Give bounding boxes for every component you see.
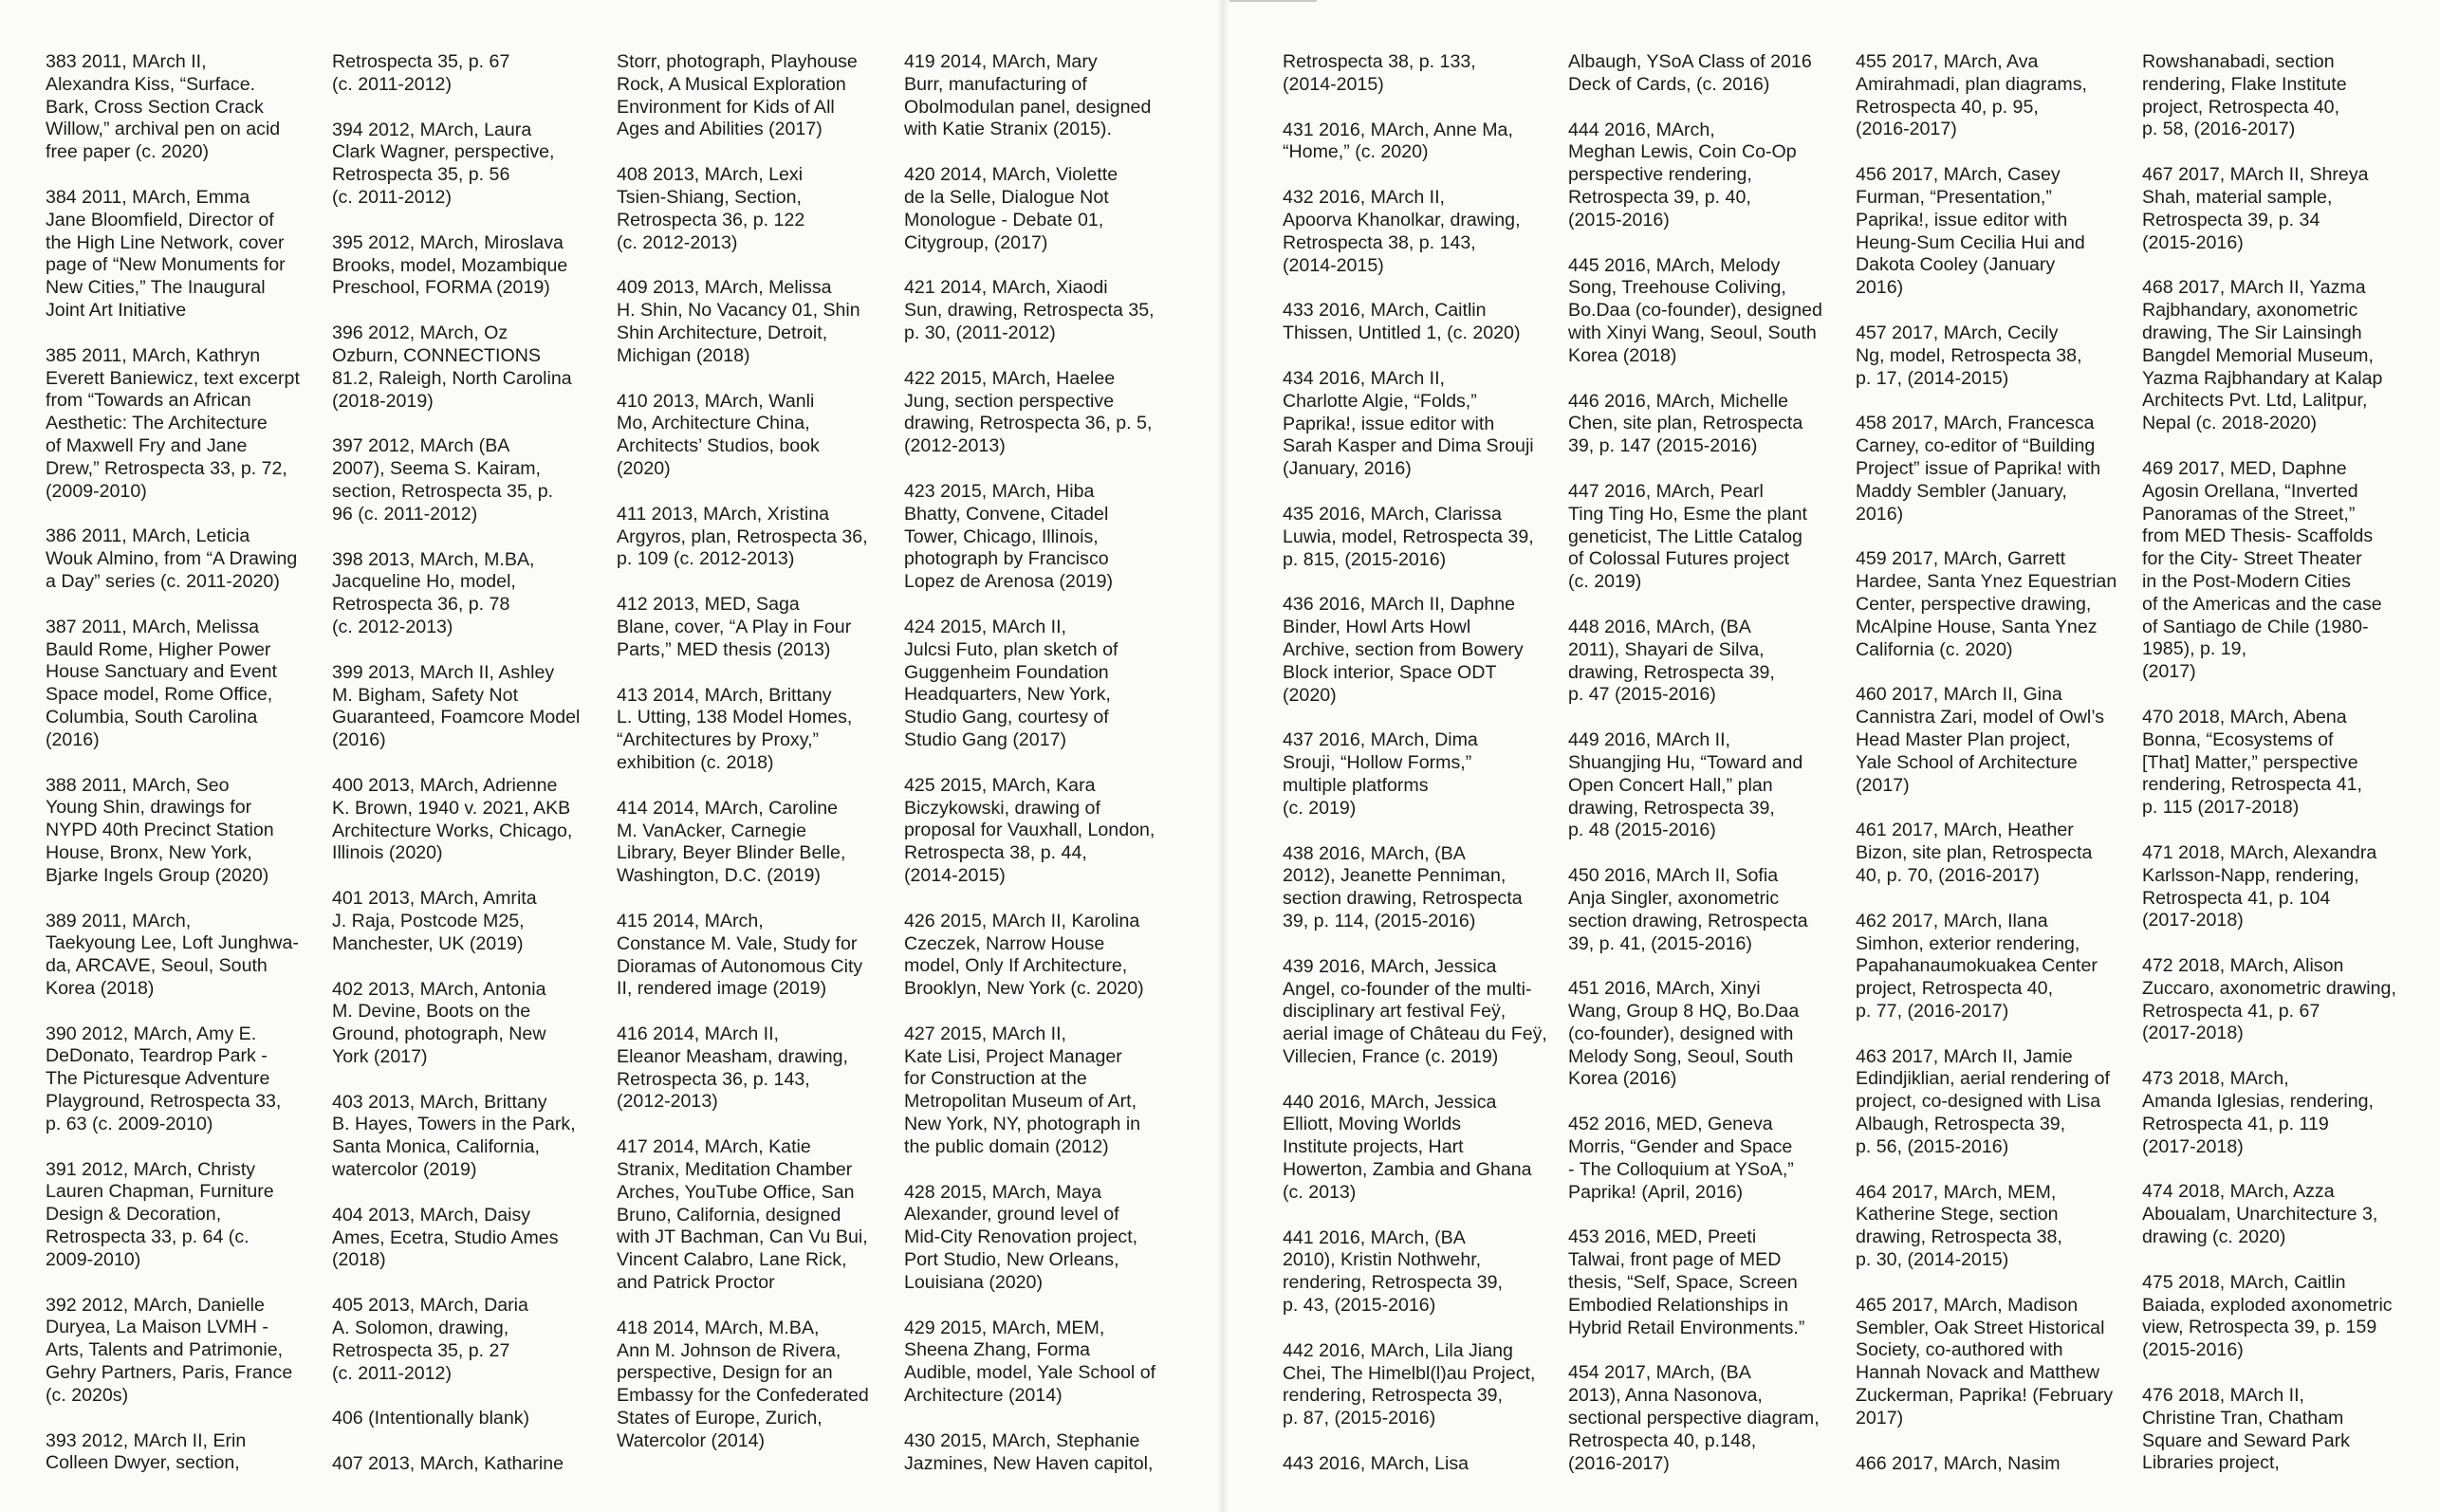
catalog-entry: 453 2016, MED, Preeti Talwai, front page of MED thesis, “Self, Space, Screen Embodied Relationships in Hybrid Retail Environments.” bbox=[1568, 1226, 1805, 1338]
catalog-entry: 419 2014, MArch, Mary Burr, manufacturing of Obolmodulan panel, designed with Katie Stranix (2015). bbox=[904, 51, 1152, 140]
catalog-entry: 423 2015, MArch, Hiba Bhatty, Convene, Citadel Tower, Chicago, Illinois, photograph by Francisco Lopez de Arenosa (2019) bbox=[904, 480, 1114, 593]
catalog-entry: 451 2016, MArch, Xinyi Wang, Group 8 HQ, Bo.Daa (co-founder), designed with Melody Song, Seoul, South Korea (2016) bbox=[1568, 978, 1800, 1090]
page-top-mark bbox=[1229, 0, 1317, 2]
catalog-entry: 465 2017, MArch, Madison Sembler, Oak Street Historical Society, co-authored with Hannah Novack and Matthew Zuckerman, Paprika! (February 2017) bbox=[1856, 1294, 2114, 1429]
catalog-entry: 442 2016, MArch, Lila Jiang Chei, The Himelbl(l)au Project, rendering, Retrospecta 39, p. 87, (2015-2016) bbox=[1283, 1339, 1536, 1429]
catalog-entry: 435 2016, MArch, Clarissa Luwia, model, Retrospecta 39, p. 815, (2015-2016) bbox=[1283, 503, 1534, 570]
catalog-entry: 417 2014, MArch, Katie Stranix, Meditation Chamber Arches, YouTube Office, San Bruno, California, designed with JT Bachman, Can Vu Bui, Vincent Calabro, Lane Rick, and Patrick Proctor bbox=[617, 1136, 868, 1294]
catalog-entry: 396 2012, MArch, Oz Ozburn, CONNECTIONS 81.2, Raleigh, North Carolina (2018-2019) bbox=[332, 323, 572, 412]
catalog-entry: 392 2012, MArch, Danielle Duryea, La Maison LVMH - Arts, Talents and Patrimonie, Gehry Partners, Paris, France (c. 2020s) bbox=[46, 1294, 293, 1406]
catalog-entry: 464 2017, MArch, MEM, Katherine Stege, section drawing, Retrospecta 38, p. 30, (2014-2015) bbox=[1856, 1181, 2062, 1271]
catalog-entry: 384 2011, MArch, Emma Jane Bloomfield, Director of the High Line Network, cover page of “New Monuments for New Cities,” The Inaugural Joint Art Initiative bbox=[46, 186, 286, 321]
catalog-entry: 468 2017, MArch II, Yazma Rajbhandary, axonometric drawing, The Sir Lainsingh Bangdel Memorial Museum, Yazma Rajbhandary at Kalap Architects Pvt. Ltd, Lalitpur, Nepal (c. 2018-2020) bbox=[2142, 277, 2383, 434]
catalog-entry: 400 2013, MArch, Adrienne K. Brown, 1940 v. 2021, AKB Architecture Works, Chicago, Illinois (2020) bbox=[332, 774, 573, 864]
catalog-entry: Albaugh, YSoA Class of 2016 Deck of Cards, (c. 2016) bbox=[1568, 51, 1812, 95]
catalog-entry: 410 2013, MArch, Wanli Mo, Architecture China, Architects’ Studios, book (2020) bbox=[617, 390, 820, 479]
catalog-entry: 469 2017, MED, Daphne Agosin Orellana, “Inverted Panoramas of the Street,” from MED Thesis- Scaffolds for the City- Street Theater in the Post-Modern Cities of the Americas and the case of Santiago de Chile (1980- 1985), p. 19, (2017) bbox=[2142, 457, 2382, 683]
catalog-entry: 447 2016, MArch, Pearl Ting Ting Ho, Esme the plant geneticist, The Little Catalog of Colossal Futures project (c. 2019) bbox=[1568, 480, 1807, 593]
catalog-entry: 401 2013, MArch, Amrita J. Raja, Postcode M25, Manchester, UK (2019) bbox=[332, 888, 537, 954]
catalog-entry: 459 2017, MArch, Garrett Hardee, Santa Ynez Equestrian Center, perspective drawing, McAlpine House, Santa Ynez California (c. 2020) bbox=[1856, 548, 2117, 660]
catalog-entry: 403 2013, MArch, Brittany B. Hayes, Towers in the Park, Santa Monica, California, watercolor (2019) bbox=[332, 1091, 576, 1181]
catalog-entry: Rowshanabadi, section rendering, Flake Institute project, Retrospecta 40, p. 58, (2016-2017) bbox=[2142, 51, 2347, 140]
catalog-entry: 416 2014, MArch II, Eleanor Measham, drawing, Retrospecta 36, p. 143, (2012-2013) bbox=[617, 1023, 848, 1113]
catalog-entry: 446 2016, MArch, Michelle Chen, site plan, Retrospecta 39, p. 147 (2015-2016) bbox=[1568, 390, 1803, 457]
catalog-entry: 444 2016, MArch, Meghan Lewis, Coin Co-Op perspective rendering, Retrospecta 39, p. 40, (2015-2016) bbox=[1568, 119, 1797, 230]
catalog-entry: 414 2014, MArch, Caroline M. VanAcker, Carnegie Library, Beyer Blinder Belle, Washington, D.C. (2019) bbox=[617, 797, 846, 887]
catalog-entry: 430 2015, MArch, Stephanie Jazmines, New Haven capitol, bbox=[904, 1429, 1154, 1474]
catalog-entry: 466 2017, MArch, Nasim bbox=[1856, 1452, 2061, 1474]
catalog-entry: Retrospecta 35, p. 67 (c. 2011-2012) bbox=[332, 51, 510, 95]
catalog-entry: 413 2014, MArch, Brittany L. Utting, 138 Model Homes, “Architectures by Proxy,” exhibition (c. 2018) bbox=[617, 684, 853, 773]
catalog-entry: 415 2014, MArch, Constance M. Vale, Study for Dioramas of Autonomous City II, rendered image (2019) bbox=[617, 910, 863, 1000]
catalog-entry: 387 2011, MArch, Melissa Bauld Rome, Higher Power House Sanctuary and Event Space model, Rome Office, Columbia, South Carolina (2016) bbox=[46, 616, 277, 750]
catalog-entry: 455 2017, MArch, Ava Amirahmadi, plan diagrams, Retrospecta 40, p. 95, (2016-2017) bbox=[1856, 51, 2087, 140]
column-4 bbox=[904, 51, 1181, 1498]
catalog-entry: 420 2014, MArch, Violette de la Selle, Dialogue Not Monologue - Debate 01, Citygroup, (2017) bbox=[904, 164, 1118, 253]
catalog-entry: 425 2015, MArch, Kara Biczykowski, drawing of proposal for Vauxhall, London, Retrospecta 38, p. 44, (2014-2015) bbox=[904, 774, 1155, 886]
catalog-entry: 432 2016, MArch II, Apoorva Khanolkar, drawing, Retrospecta 38, p. 143, (2014-2015) bbox=[1283, 187, 1521, 276]
catalog-entry: 427 2015, MArch II, Kate Lisi, Project Manager for Construction at the Metropolitan Museum of Art, New York, NY, photograph in the public domain (2012) bbox=[904, 1023, 1141, 1157]
column-1 bbox=[46, 51, 323, 1498]
column-7 bbox=[1856, 51, 2133, 1498]
catalog-entry: 391 2012, MArch, Christy Lauren Chapman, Furniture Design & Decoration, Retrospecta 33, p. 64 (c. 2009-2010) bbox=[46, 1158, 274, 1270]
catalog-entry: 437 2016, MArch, Dima Srouji, “Hollow Forms,” multiple platforms (c. 2019) bbox=[1283, 729, 1478, 819]
catalog-entry: 409 2013, MArch, Melissa H. Shin, No Vacancy 01, Shin Shin Architecture, Detroit, Michigan (2018) bbox=[617, 277, 860, 366]
column-6 bbox=[1568, 51, 1845, 1498]
catalog-entry: 475 2018, MArch, Caitlin Baiada, exploded axonometric view, Retrospecta 39, p. 159 (2015-2016) bbox=[2142, 1271, 2393, 1361]
catalog-entry: 470 2018, MArch, Abena Bonna, “Ecosystems of [That] Matter,” perspective rendering, Retrospecta 41, p. 115 (2017-2018) bbox=[2142, 706, 2362, 819]
catalog-entry: 397 2012, MArch (BA 2007), Seema S. Kairam, section, Retrospecta 35, p. 96 (c. 2011-2012) bbox=[332, 435, 554, 525]
catalog-entry: 406 (Intentionally blank) bbox=[332, 1408, 530, 1429]
catalog-entry: 388 2011, MArch, Seo Young Shin, drawings for NYPD 40th Precinct Station House, Bronx, New York, Bjarke Ingels Group (2020) bbox=[46, 774, 274, 886]
catalog-entry: 431 2016, MArch, Anne Ma, “Home,” (c. 2020) bbox=[1283, 119, 1513, 163]
catalog-entry: 394 2012, MArch, Laura Clark Wagner, perspective, Retrospecta 35, p. 56 (c. 2011-2012) bbox=[332, 119, 555, 208]
catalog-entry: 458 2017, MArch, Francesca Carney, co-editor of “Building Project” issue of Paprika! with Maddy Sembler (January, 2016) bbox=[1856, 413, 2101, 525]
catalog-entry: 424 2015, MArch II, Julcsi Futo, plan sketch of Guggenheim Foundation Headquarters, New York, Studio Gang, courtesy of Studio Gang (2017) bbox=[904, 616, 1118, 750]
catalog-entry: 433 2016, MArch, Caitlin Thissen, Untitled 1, (c. 2020) bbox=[1283, 300, 1521, 344]
catalog-entry: 454 2017, MArch, (BA 2013), Anna Nasonova, sectional perspective diagram, Retrospecta 40, p.148, (2016-2017) bbox=[1568, 1362, 1820, 1474]
catalog-entry: 411 2013, MArch, Xristina Argyros, plan, Retrospecta 36, p. 109 (c. 2012-2013) bbox=[617, 503, 868, 570]
catalog-entry: 386 2011, MArch, Leticia Wouk Almino, from “A Drawing a Day” series (c. 2011-2020) bbox=[46, 526, 298, 592]
catalog-entry: 460 2017, MArch II, Gina Cannistra Zari, model of Owl’s Head Master Plan project, Yale School of Architecture (2017) bbox=[1856, 684, 2105, 796]
catalog-entry: 390 2012, MArch, Amy E. DeDonato, Teardrop Park - The Picturesque Adventure Playground, Retrospecta 33, p. 63 (c. 2009-2010) bbox=[46, 1023, 282, 1134]
catalog-entry: 407 2013, MArch, Katharine bbox=[332, 1453, 564, 1475]
catalog-entry: 436 2016, MArch II, Daphne Binder, Howl Arts Howl Archive, section from Bowery Block interior, Space ODT (2020) bbox=[1283, 594, 1524, 706]
catalog-entry: 449 2016, MArch II, Shuangjing Hu, “Toward and Open Concert Hall,” plan drawing, Retrospecta 39, p. 48 (2015-2016) bbox=[1568, 729, 1803, 841]
catalog-entry: 405 2013, MArch, Daria A. Solomon, drawing, Retrospecta 35, p. 27 (c. 2011-2012) bbox=[332, 1295, 528, 1384]
catalog-entry: 426 2015, MArch II, Karolina Czeczek, Narrow House model, Only If Architecture, Brooklyn, New York (c. 2020) bbox=[904, 910, 1144, 1000]
column-8 bbox=[2142, 51, 2419, 1498]
catalog-entry: 467 2017, MArch II, Shreya Shah, material sample, Retrospecta 39, p. 34 (2015-2016) bbox=[2142, 164, 2369, 253]
catalog-entry: 412 2013, MED, Saga Blane, cover, “A Play in Four Parts,” MED thesis (2013) bbox=[617, 594, 852, 660]
catalog-entry: 389 2011, MArch, Taekyoung Lee, Loft Junghwa- da, ARCAVE, Seoul, South Korea (2018) bbox=[46, 910, 299, 999]
catalog-entry: 440 2016, MArch, Jessica Elliott, Moving Worlds Institute projects, Hart Howerton, Zambia and Ghana (c. 2013) bbox=[1283, 1091, 1532, 1203]
catalog-entry: 476 2018, MArch II, Christine Tran, Chatham Square and Seward Park Libraries project, bbox=[2142, 1385, 2350, 1474]
catalog-entry: Retrospecta 38, p. 133, (2014-2015) bbox=[1283, 51, 1476, 95]
catalog-entry: 471 2018, MArch, Alexandra Karlsson-Napp, rendering, Retrospecta 41, p. 104 (2017-2018) bbox=[2142, 841, 2377, 931]
catalog-entry: 463 2017, MArch II, Jamie Edindjiklian, aerial rendering of project, co-designed with Lisa Albaugh, Retrospecta 39, p. 56, (2015-2016) bbox=[1856, 1045, 2110, 1157]
column-5 bbox=[1283, 51, 1560, 1499]
catalog-entry: 418 2014, MArch, M.BA, Ann M. Johnson de Rivera, perspective, Design for an Embassy for the Confederated States of Europe, Zurich, Watercolor (2014) bbox=[617, 1317, 869, 1451]
catalog-entry: 395 2012, MArch, Miroslava Brooks, model, Mozambique Preschool, FORMA (2019) bbox=[332, 231, 568, 299]
catalog-entry: 393 2012, MArch II, Erin Colleen Dwyer, section, bbox=[46, 1429, 247, 1474]
book-gutter bbox=[1216, 0, 1229, 1512]
catalog-entry: 443 2016, MArch, Lisa bbox=[1283, 1453, 1470, 1475]
catalog-entry: 473 2018, MArch, Amanda Iglesias, rendering, Retrospecta 41, p. 119 (2017-2018) bbox=[2142, 1068, 2374, 1157]
catalog-entry: 472 2018, MArch, Alison Zuccaro, axonometric drawing, Retrospecta 41, p. 67 (2017-2018) bbox=[2142, 955, 2396, 1044]
catalog-entry: 404 2013, MArch, Daisy Ames, Ecetra, Studio Ames (2018) bbox=[332, 1204, 559, 1271]
catalog-entry: Storr, photograph, Playhouse Rock, A Musical Exploration Environment for Kids of All Ages and Abilities (2017) bbox=[617, 51, 858, 140]
catalog-entry: 474 2018, MArch, Azza Aboualam, Unarchitecture 3, drawing (c. 2020) bbox=[2142, 1181, 2378, 1248]
catalog-entry: 421 2014, MArch, Xiaodi Sun, drawing, Retrospecta 35, p. 30, (2011-2012) bbox=[904, 277, 1155, 343]
catalog-entry: 399 2013, MArch II, Ashley M. Bigham, Safety Not Guaranteed, Foamcore Model (2016) bbox=[332, 661, 581, 751]
catalog-entry: 450 2016, MArch II, Sofia Anja Singler, axonometric section drawing, Retrospecta 39, p. 41, (2015-2016) bbox=[1568, 865, 1808, 954]
column-2 bbox=[332, 51, 609, 1499]
catalog-entry: 429 2015, MArch, MEM, Sheena Zhang, Forma Audible, model, Yale School of Architecture (2014) bbox=[904, 1317, 1156, 1407]
catalog-entry: 402 2013, MArch, Antonia M. Devine, Boots on the Ground, photograph, New York (2017) bbox=[332, 978, 546, 1067]
catalog-entry: 441 2016, MArch, (BA 2010), Kristin Nothwehr, rendering, Retrospecta 39, p. 43, (2015-2016) bbox=[1283, 1226, 1503, 1317]
catalog-entry: 462 2017, MArch, Ilana Simhon, exterior rendering, Papahanaumokuakea Center project, Retrospecta 40, p. 77, (2016-2017) bbox=[1856, 910, 2098, 1022]
catalog-entry: 452 2016, MED, Geneva Morris, “Gender and Space - The Colloquium at YSoA,” Paprika! (April, 2016) bbox=[1568, 1114, 1794, 1203]
catalog-entry: 457 2017, MArch, Cecily Ng, model, Retrospecta 38, p. 17, (2014-2015) bbox=[1856, 322, 2082, 389]
catalog-entry: 428 2015, MArch, Maya Alexander, ground level of Mid-City Renovation project, Port Studio, New Orleans, Louisiana (2020) bbox=[904, 1181, 1138, 1293]
catalog-entry: 456 2017, MArch, Casey Furman, “Presentation,” Paprika!, issue editor with Heung-Sum Cecilia Hui and Dakota Cooley (January 2016) bbox=[1856, 164, 2085, 299]
catalog-entry: 434 2016, MArch II, Charlotte Algie, “Folds,” Paprika!, issue editor with Sarah Kasper and Dima Srouji (January, 2016) bbox=[1283, 367, 1534, 480]
catalog-entry: 422 2015, MArch, Haelee Jung, section perspective drawing, Retrospecta 36, p. 5, (2012-2013) bbox=[904, 367, 1153, 457]
column-3 bbox=[617, 51, 894, 1476]
catalog-entry: 439 2016, MArch, Jessica Angel, co-founder of the multi- disciplinary art festival Feÿ, aerial image of Château du Feÿ, Villecien, France (c. 2019) bbox=[1283, 955, 1547, 1067]
catalog-entry: 385 2011, MArch, Kathryn Everett Baniewicz, text excerpt from “Towards an African Aesthetic: The Architecture of Maxwell Fry and Jane Drew,” Retrospecta 33, p. 72, (2009-2010) bbox=[46, 344, 300, 502]
catalog-entry: 461 2017, MArch, Heather Bizon, site plan, Retrospecta 40, p. 70, (2016-2017) bbox=[1856, 820, 2093, 886]
catalog-entry: 408 2013, MArch, Lexi Tsien-Shiang, Section, Retrospecta 36, p. 122 (c. 2012-2013) bbox=[617, 164, 805, 253]
catalog-entry: 448 2016, MArch, (BA 2011), Shayari de Silva, drawing, Retrospecta 39, p. 47 (2015-2016) bbox=[1568, 616, 1775, 706]
catalog-entry: 445 2016, MArch, Melody Song, Treehouse Coliving, Bo.Daa (co-founder), designed with Xinyi Wang, Seoul, South Korea (2018) bbox=[1568, 254, 1822, 366]
catalog-entry: 398 2013, MArch, M.BA, Jacqueline Ho, model, Retrospecta 36, p. 78 (c. 2012-2013) bbox=[332, 548, 535, 637]
catalog-entry: 383 2011, MArch II, Alexandra Kiss, “Surface. Bark, Cross Section Crack Willow,” archival pen on acid free paper (c. 2020) bbox=[46, 51, 281, 163]
catalog-entry: 438 2016, MArch, (BA 2012), Jeanette Penniman, section drawing, Retrospecta 39, p. 114, (2015-2016) bbox=[1283, 842, 1523, 931]
